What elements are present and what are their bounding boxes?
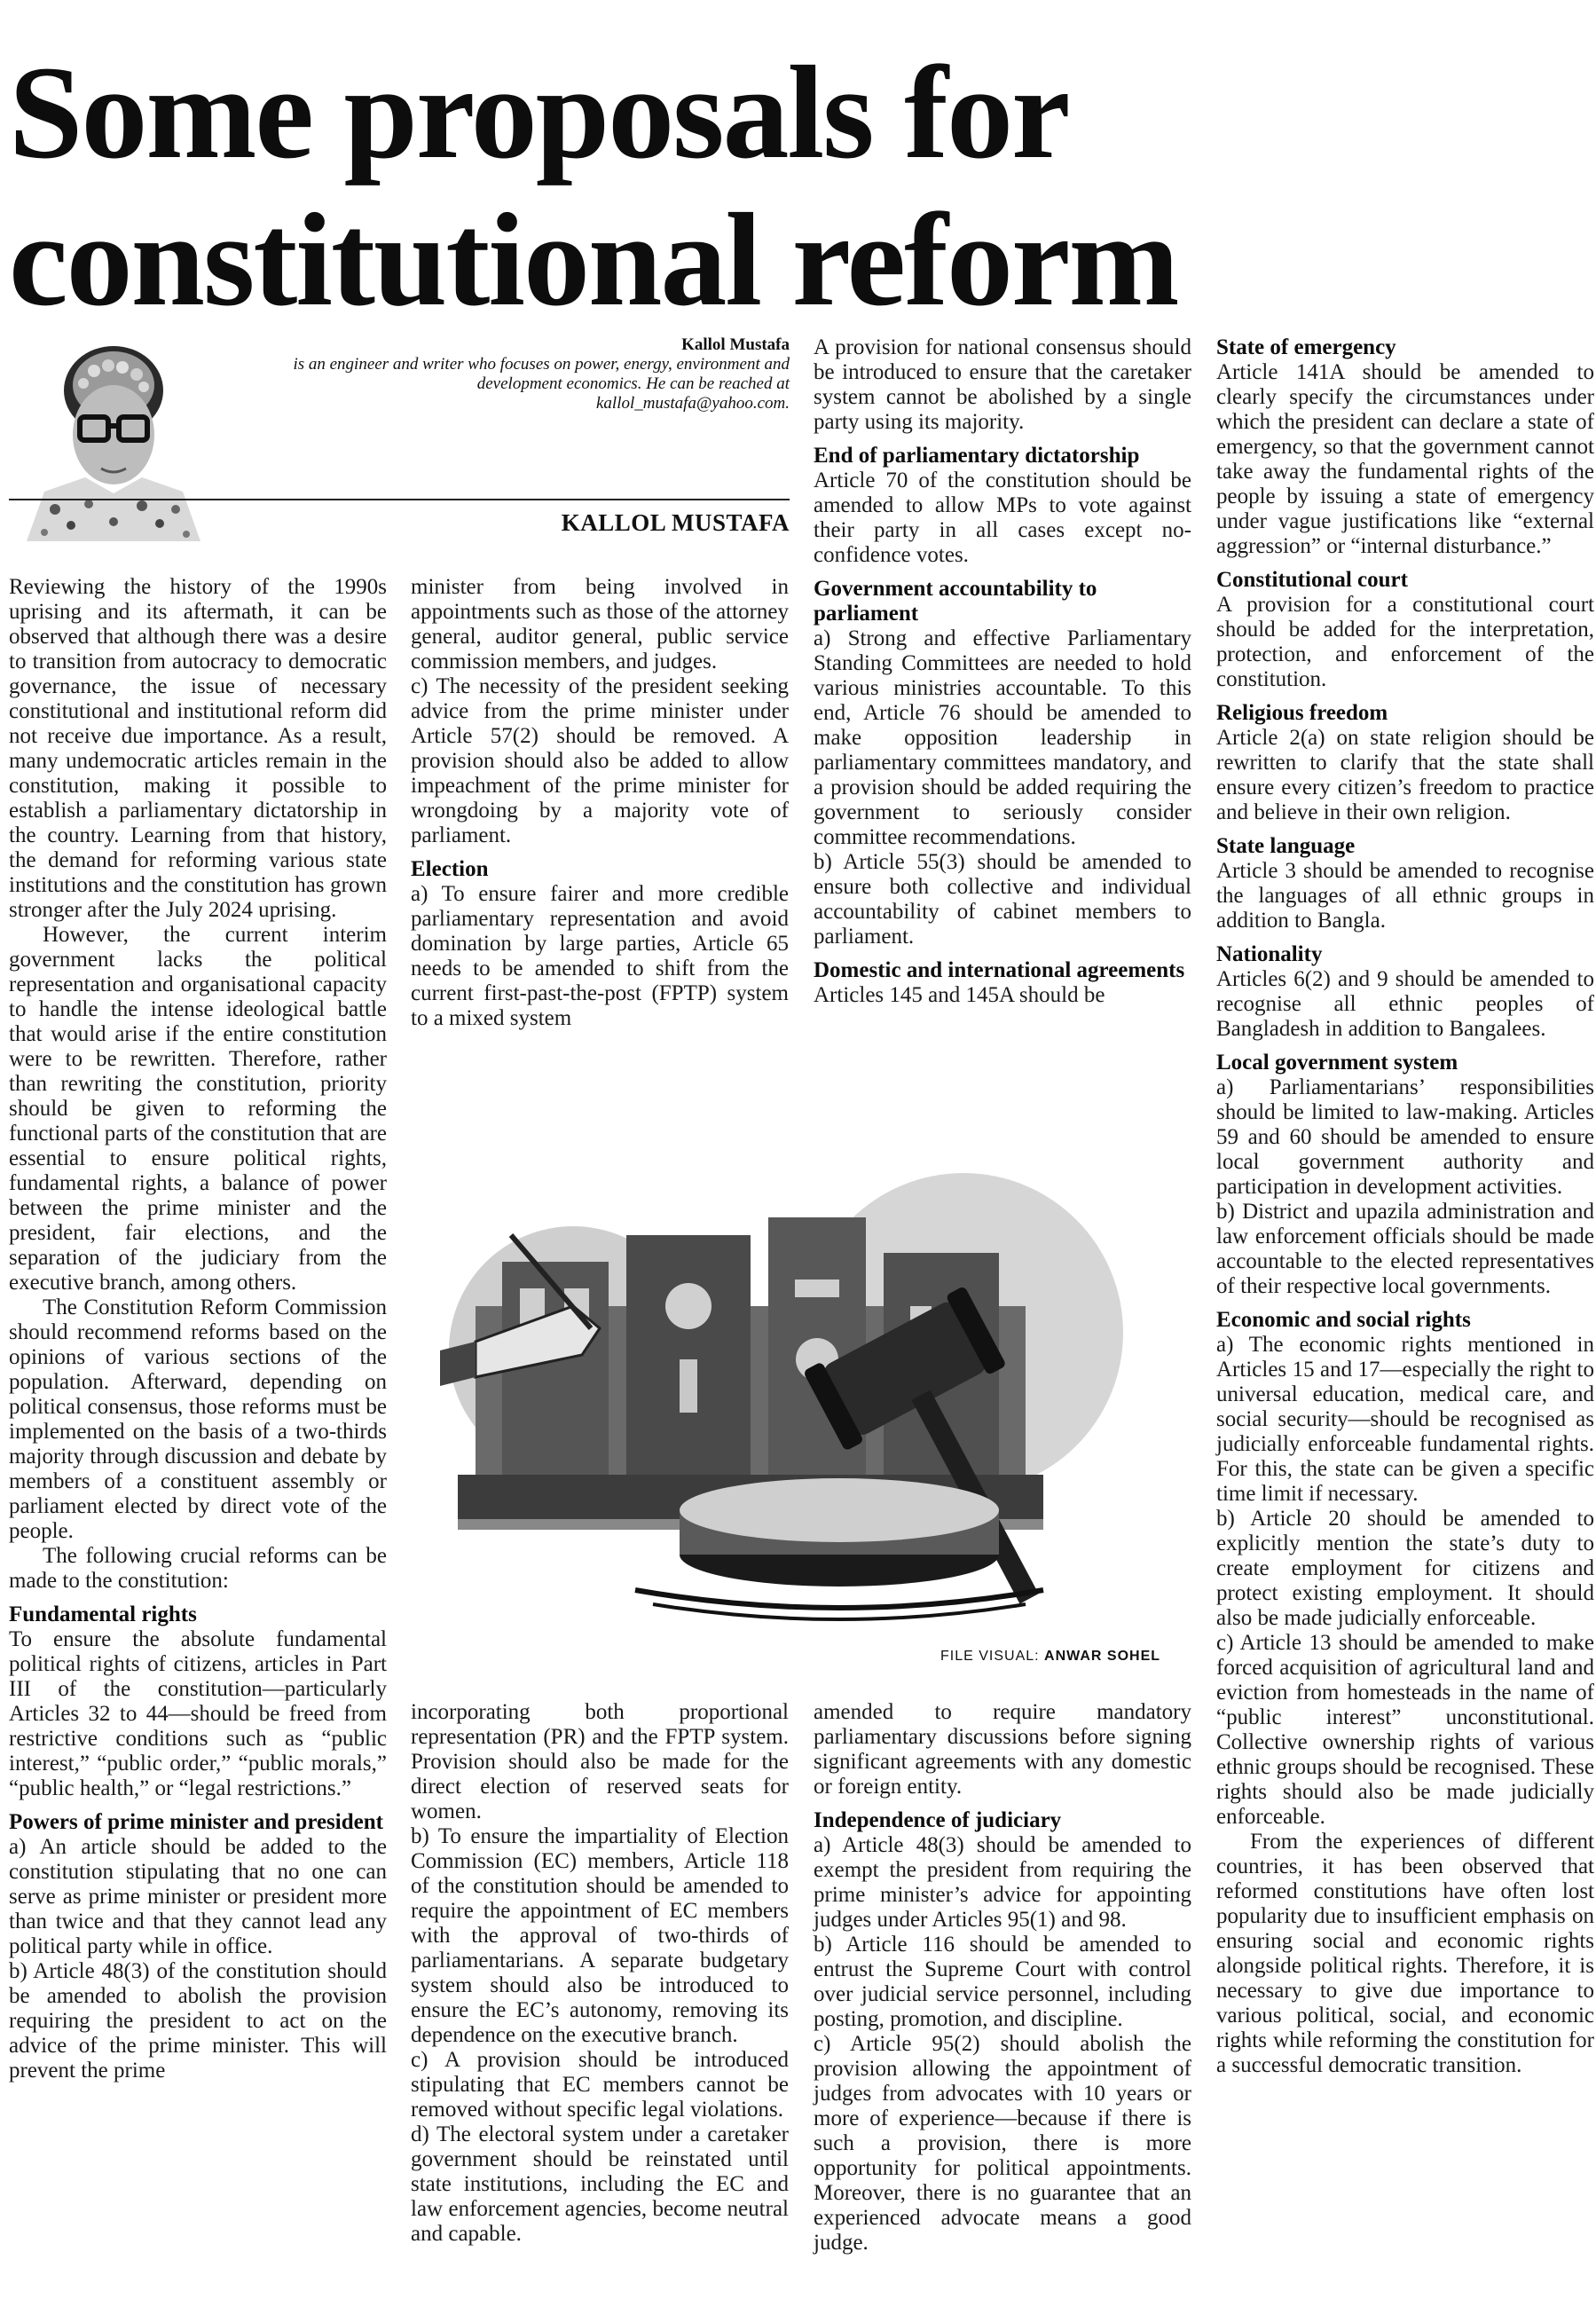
paragraph: Articles 6(2) and 9 should be amended to recognise all ethnic peoples of Bangladesh in addition to Bangalees. <box>1216 967 1594 1041</box>
paragraph: b) To ensure the impartiality of Election Commission (EC) members, Article 118 of the constitution should be amended to require the appointment of EC members with the approval of two-thirds of parliamentarians. A separate budgetary system should also be introduced to ensure the EC’s autonomy, removing its dependence on the executive branch. <box>411 1824 789 2047</box>
author-portrait <box>9 335 213 541</box>
paragraph: c) Article 95(2) should abolish the provision allowing the appointment of judges from advocates with 10 years or more of experience—because if there is such a provision, there is more opportunity for political appointments. Moreover, there is no guarantee that an experienced advocate means a good judge. <box>814 2032 1191 2255</box>
paragraph: a) An article should be added to the constitution stipulating that no one can serve as prime minister or president more than twice and that they cannot lead any political party while in office. <box>9 1835 387 1958</box>
portrait-face <box>73 385 154 484</box>
paragraph: A provision for national consensus should be introduced to ensure that the caretaker system cannot be abolished by a single party using its majority. <box>814 335 1191 434</box>
paragraph: a) Parliamentarians’ responsibilities should be limited to law-making. Articles 59 and 60 should be amended to ensure local government authority and participation in development activities. <box>1216 1075 1594 1199</box>
paragraph: b) Article 48(3) of the constitution should be amended to abolish the provision requiring the president to act on the advice of the prime minister. This will prevent the prime <box>9 1959 387 2083</box>
credit-name: ANWAR SOHEL <box>1044 1649 1161 1664</box>
paragraph: Article 2(a) on state religion should be rewritten to clarify that the state shall ensure every citizen’s freedom to practice and believe in their own religion. <box>1216 726 1594 824</box>
paragraph: b) Article 116 should be amended to entrust the Supreme Court with control over judicial service personnel, including posting, promotion, and discipline. <box>814 1933 1191 2031</box>
section-heading: Nationality <box>1216 942 1323 966</box>
section-heading: Independence of judiciary <box>814 1808 1062 1832</box>
paragraph: a) The economic rights mentioned in Articles 15 and 17—especially the right to universal education, medical care, and social security—should be recognised as judicially enforceable fundamental rights. For this, the state can be given a specific time limit if necessary. <box>1216 1333 1594 1506</box>
paragraph: Article 141A should be amended to clearly specify the circumstances under which the president can declare a state of emergency, so that the government cannot take away the fundamental rights of the people by issuing a state of emergency under vague justifications like “external aggression” or “internal disturbance.” <box>1216 360 1594 558</box>
byline-rule <box>9 499 790 500</box>
paragraph: a) Strong and effective Parliamentary Standing Committees are needed to hold various ministries accountable. To this end, Article 76 should be amended to make opposition leadership in parliamentary committees mandatory, and a provision should be added requiring the government to seriously consider committee recommendations. <box>814 626 1191 849</box>
paragraph: c) Article 13 should be amended to make forced acquisition of agricultural land and eviction from homesteads in the name of “public interest” unconstitutional. Collective ownership rights of various ethnic groups should be recognised. These rights should also be made judicially enforceable. <box>1216 1631 1594 1829</box>
paragraph: c) A provision should be introduced stipulating that EC members cannot be removed without specific legal violations. <box>411 2048 789 2122</box>
illustration-credit <box>940 1649 1160 1665</box>
section-heading: Constitutional court <box>1216 568 1408 592</box>
gavel-parliament-illustration <box>422 1129 1185 1643</box>
author-name: Kallol Mustafa <box>681 335 790 354</box>
section-heading: State of emergency <box>1216 335 1396 359</box>
section-heading: Government accountability to parliament <box>814 577 1097 626</box>
paragraph: incorporating both proportional representation (PR) and the FPTP system. Provision should also be made for the direct election of reserved seats for women. <box>411 1700 789 1823</box>
paragraph: a) To ensure fairer and more credible parliamentary representation and avoid domination by large parties, Article 65 needs to be amended to shift from the current first-past-the-post (FPTP) system to a mixed system <box>411 882 789 1030</box>
paragraph: b) District and upazila administration and law enforcement officials should be made accountable to the elected representatives of their respective local governments. <box>1216 1200 1594 1298</box>
paragraph: b) Article 55(3) should be amended to ensure both collective and individual accountability of cabinet members to parliament. <box>814 850 1191 949</box>
paragraph: Article 3 should be amended to recognise the languages of all ethnic groups in addition to Bangla. <box>1216 859 1594 933</box>
section-heading: Domestic and international agreements <box>814 958 1185 982</box>
paragraph: Articles 145 and 145A should be <box>814 983 1105 1007</box>
paragraph: To ensure the absolute fundamental political rights of citizens, articles in Part III of the constitution—particularly Articles 32 to 44—should be freed from restrictive conditions such as “public interest,” “public order,” “public morals,” “public health,” or “legal restrictions.” <box>9 1627 387 1800</box>
author-info <box>293 335 790 413</box>
paragraph: minister from being involved in appointments such as those of the attorney general, auditor general, public service commission members, and judges. <box>411 575 789 673</box>
paragraph: However, the current interim government lacks the political representation and organisational capacity to handle the intense ideological battle that would arise if the entire constitution were to be rewritten. Therefore, rather than rewriting the constitution, priority should be given to reforming the functional parts of the constitution that are essential to ensure political rights, fundamental rights, a balance of power between the prime minister and the president, fair elections, and the separation of the judiciary from the executive branch, among others. <box>9 923 387 1295</box>
column-3-top <box>814 335 1191 1008</box>
author-bio: is an engineer and writer who focuses on power, energy, environment and development economics. He can be reached at kallol_mustafa@yahoo.com. <box>293 355 790 413</box>
section-heading: Election <box>411 857 489 881</box>
paragraph: Article 70 of the constitution should be amended to allow MPs to vote against their party in all cases except no-confidence votes. <box>814 468 1191 567</box>
paragraph: amended to require mandatory parliamentary discussions before signing significant agreements with any domestic or foreign entity. <box>814 1700 1191 1799</box>
paragraph: The Constitution Reform Commission should recommend reforms based on the opinions of various sections of the population. Afterward, depending on political consensus, those reforms must be implemented on the basis of a two-thirds majority through discussion and debate by members of a constituent assembly or parliament elected by direct vote of the people. <box>9 1295 387 1543</box>
column-4 <box>1216 335 1594 2078</box>
paragraph: a) Article 48(3) should be amended to exempt the president from requiring the prime minister’s advice for appointing judges under Articles 95(1) and 98. <box>814 1833 1191 1932</box>
section-heading: Powers of prime minister and president <box>9 1810 383 1834</box>
column-1 <box>9 575 387 2083</box>
paragraph: c) The necessity of the president seeking advice from the prime minister under Article 57(2) should be removed. A provision should also be added to allow impeachment of the prime minister for wrongdoing by a majority vote of parliament. <box>411 674 789 847</box>
paragraph: From the experiences of different countries, it has been observed that reformed constitutions have often lost popularity due to insufficient emphasis on ensuring social and economic rights alongside political rights. Therefore, it is necessary to give due importance to various political, social, and economic rights while reforming the constitution for a successful democratic transition. <box>1216 1830 1594 2077</box>
column-2-top <box>411 575 789 1031</box>
byline-name: KALLOL MUSTAFA <box>561 509 790 536</box>
section-heading: End of parliamentary dictatorship <box>814 444 1140 468</box>
column-2-bottom <box>411 1700 789 2247</box>
paragraph: A provision for a constitutional court should be added for the interpretation, protection, and enforcement of the constitution. <box>1216 593 1594 691</box>
section-heading: Fundamental rights <box>9 1602 197 1626</box>
byline-block <box>9 335 790 541</box>
section-heading: Religious freedom <box>1216 701 1388 725</box>
paragraph: b) Article 20 should be amended to explicitly mention the state’s duty to create employment for citizens and protect existing employment. It should also be made judicially enforceable. <box>1216 1507 1594 1630</box>
paragraph: d) The electoral system under a caretaker government should be reinstated until state institutions, including the EC and law enforcement agencies, become neutral and capable. <box>411 2122 789 2246</box>
paragraph: Reviewing the history of the 1990s uprising and its aftermath, it can be observed that although there was a desire to transition from autocracy to democratic governance, the issue of necessary constitutional and institutional reform did not receive due importance. As a result, many undemocratic articles remain in the constitution, making it possible to establish a parliamentary dictatorship in the country. Learning from that history, the demand for reforming various state institutions and the constitution has grown stronger after the July 2024 uprising. <box>9 575 387 922</box>
section-heading: Economic and social rights <box>1216 1308 1471 1332</box>
section-heading: State language <box>1216 834 1356 858</box>
column-3-bottom <box>814 1700 1191 2256</box>
headline: Some proposals for constitutional reform <box>9 39 1178 334</box>
section-heading: Local government system <box>1216 1051 1458 1075</box>
paragraph: The following crucial reforms can be made to the constitution: <box>9 1544 387 1593</box>
credit-label: FILE VISUAL: <box>940 1649 1040 1664</box>
